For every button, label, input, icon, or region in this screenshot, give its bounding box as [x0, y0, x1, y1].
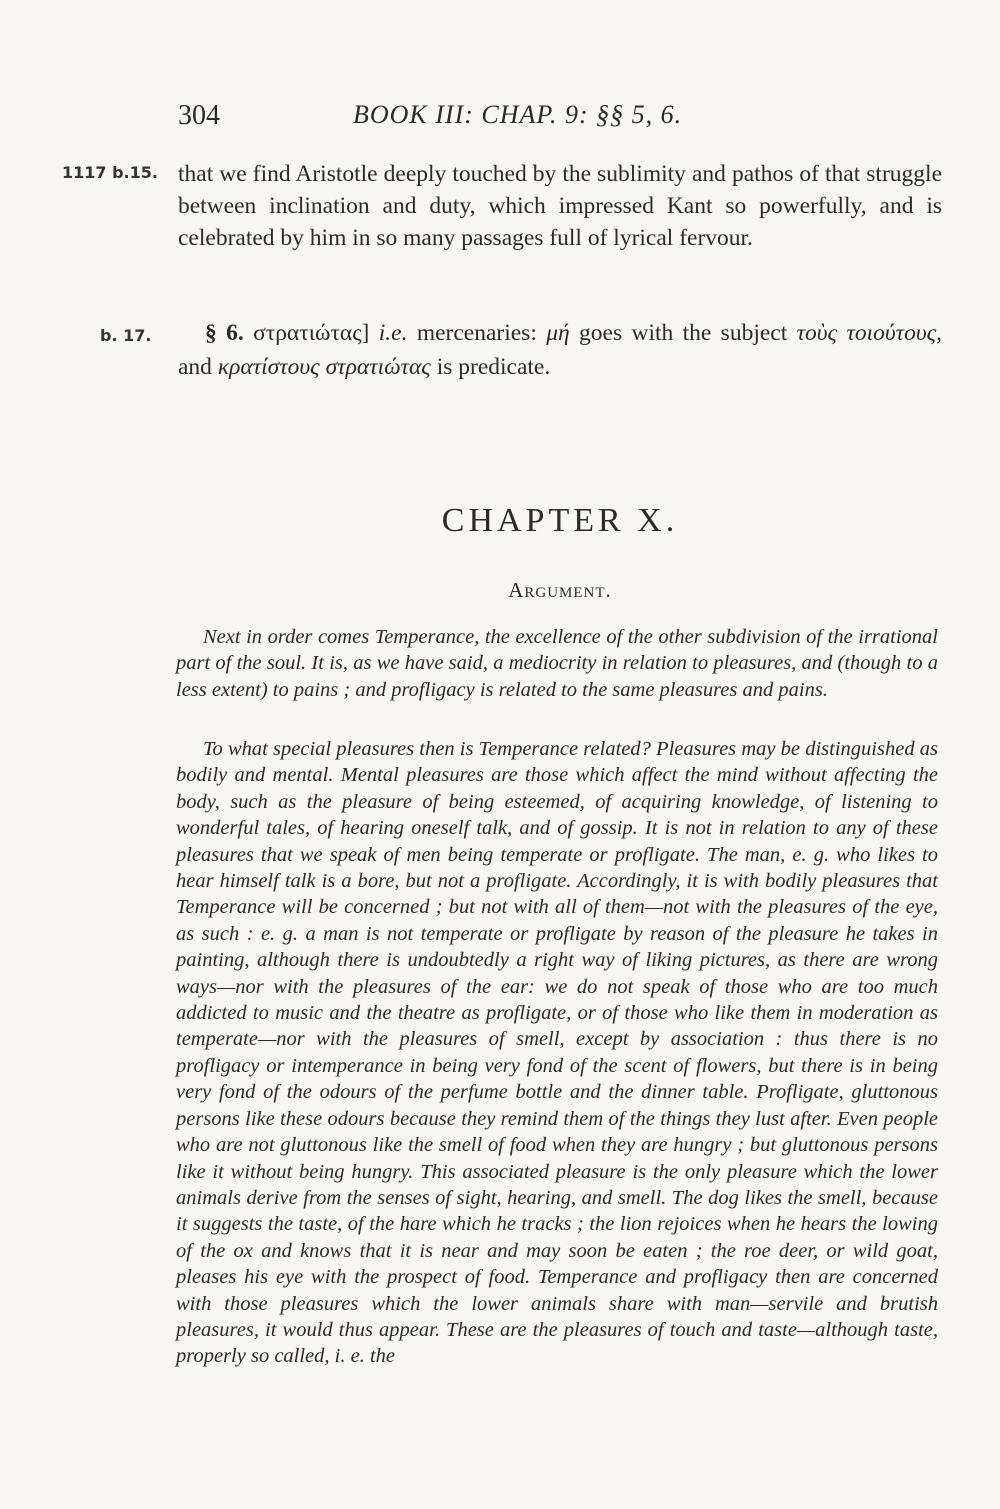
note-greek-1: μή	[546, 320, 570, 346]
note-lemma: στρατιώτας]	[253, 320, 370, 346]
margin-reference-b17: b. 17.	[100, 326, 152, 345]
running-head	[178, 100, 938, 140]
note-section-mark: § 6.	[205, 320, 244, 346]
note-text-4: is predicate.	[436, 354, 551, 380]
note-ie: i.e.	[378, 320, 408, 346]
continuation-paragraph: that we find Aristotle deeply touched by the sublimity and pathos of that struggle between inclination and duty, which impressed Kant so powerfully, and is celebrated by him in so many passages full of lyrical fervour.	[178, 161, 942, 251]
note-text-2: goes with the subject	[579, 320, 788, 346]
note-text-3: and	[178, 354, 212, 380]
note-greek-2: τοὺς τοιούτους,	[796, 320, 943, 346]
note-greek-3: κρατίστους στρατιώτας	[217, 354, 431, 380]
commentary-note	[178, 316, 942, 384]
page-number: 304	[178, 100, 220, 131]
argument-paragraph-1: Next in order comes Temperance, the excellence of the other subdivision of the irrational part of the soul. It is, as we have said, a mediocrity in relation to pleasures, and (though to a less extent) to pains ; and profligacy is related to the same pleasures and pains.	[176, 626, 938, 701]
margin-reference-1117b15: 1117 b.15.	[62, 163, 158, 182]
argument-paragraph-2: To what special pleasures then is Temperance related? Pleasures may be distinguished as bodily and mental. Mental pleasures are those which affect the mind without affecting the body, such as the pleasure of being esteemed, of acquiring knowledge, of listening to wonderful tales, of hearing oneself talk, and of gossip. It is not in relation to any of these pleasures that we speak of men being temperate or profligate. The man, e. g. who likes to hear himself talk is a bore, but not a profligate. Accordingly, it is with bodily pleasures that Temperance will be concerned ; but not with all of them—not with the pleasures of the eye, as such : e. g. a man is not temperate or profligate by reason of the pleasure he takes in painting, although there is undoubtedly a right way of liking pictures, as there are wrong ways—nor with the pleasures of the ear: we do not speak of those who are too much addicted to music and the theatre as profligate, or of those who like them in moderation as temperate—nor with the pleasures of smell, except by association : thus there is no profligacy or intemperance in being very fond of the scent of flowers, but there is in being very fond of the odours of the perfume bottle and the dinner table. Profligate, gluttonous persons like these odours because they remind them of the things they lust after. Even people who are not gluttonous like the smell of food when they are hungry ; but gluttonous persons like it without being hungry. This associated pleasure is the only pleasure which the lower animals derive from the senses of sight, hearing, and smell. The dog likes the smell, because it suggests the taste, of the hare which he tracks ; the lion rejoices when he hears the lowing of the ox and knows that it is near and may soon be eaten ; the roe deer, or wild goat, pleases his eye with the prospect of food. Temperance and profligacy then are concerned with those pleasures which the lower animals share with man—servile and brutish pleasures, it would thus appear. These are the pleasures of touch and taste—although taste, properly so called, i. e. the	[176, 738, 938, 1368]
chapter-title: CHAPTER X.	[441, 502, 679, 539]
running-head-title: BOOK III: CHAP. 9: §§ 5, 6.	[353, 100, 683, 129]
note-text-1: mercenaries:	[416, 320, 537, 346]
argument-heading: Argument.	[508, 578, 612, 602]
